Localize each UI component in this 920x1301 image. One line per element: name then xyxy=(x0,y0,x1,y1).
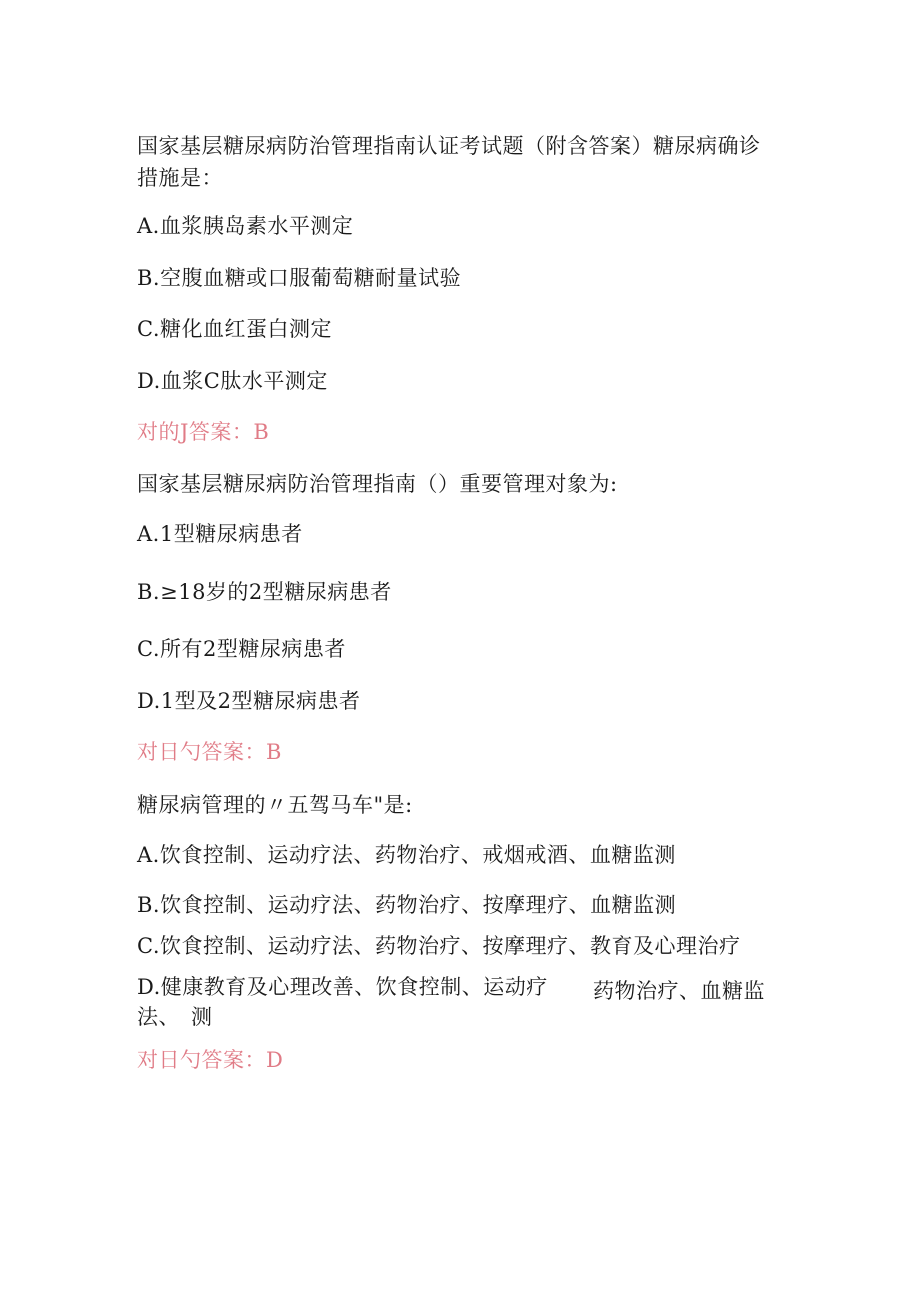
question-1-stem: 国家基层糖尿病防治管理指南认证考试题（附含答案）糖尿病确诊措施是： xyxy=(137,134,761,190)
question-3-option-d-line1: D.健康教育及心理改善、饮食控制、运动疗 xyxy=(137,975,548,999)
question-2-option-a: A.1型糖尿病患者 xyxy=(137,522,303,546)
question-2-option-c: C.所有2型糖尿病患者 xyxy=(137,637,346,661)
question-2-stem: 国家基层糖尿病防治管理指南（）重要管理对象为: xyxy=(137,472,618,496)
question-1-option-c: C.糖化血红蛋白测定 xyxy=(137,317,332,341)
question-3-option-d-line2-tail: 测 xyxy=(191,1005,213,1029)
question-3-stem: 糖尿病管理的〃五驾马车"是: xyxy=(137,793,413,817)
question-3-answer: 对日勺答案：D xyxy=(137,1048,284,1072)
question-1-option-b: B.空腹血糖或口服葡萄糖耐量试验 xyxy=(137,266,462,290)
question-3-option-d-line2: 法、 xyxy=(137,1005,180,1029)
question-3-option-d-line1-right: 药物治疗、血糖监 xyxy=(593,979,765,1003)
question-1-option-d: D.血浆C肽水平测定 xyxy=(137,369,328,393)
question-1-option-a: A.血浆胰岛素水平测定 xyxy=(137,214,354,238)
question-2-option-b: B.≥18岁的2型糖尿病患者 xyxy=(137,580,392,604)
question-1-answer: 对的J答案：B xyxy=(137,420,270,444)
question-2-answer: 对日勺答案：B xyxy=(137,740,282,764)
question-3-option-a: A.饮食控制、运动疗法、药物治疗、戒烟戒酒、血糖监测 xyxy=(137,843,676,867)
question-2-option-d: D.1型及2型糖尿病患者 xyxy=(137,689,361,713)
question-3-option-b: B.饮食控制、运动疗法、药物治疗、按摩理疗、血糖监测 xyxy=(137,893,677,917)
question-3-option-c: C.饮食控制、运动疗法、药物治疗、按摩理疗、教育及心理治疗 xyxy=(137,934,741,958)
